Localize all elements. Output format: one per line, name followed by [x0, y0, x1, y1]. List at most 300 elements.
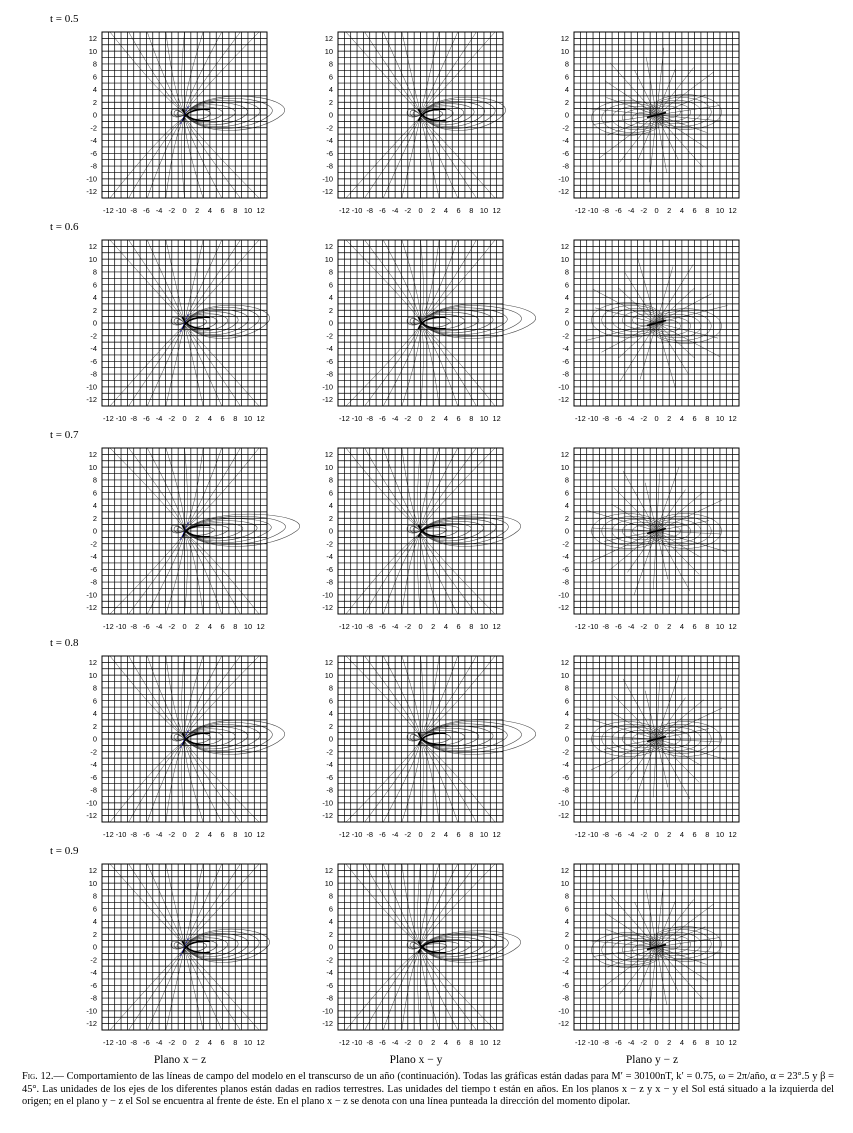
x-tick-label: 0 [182, 414, 187, 423]
y-tick-label: 0 [92, 110, 97, 120]
x-tick-label: 6 [220, 414, 225, 423]
x-tick-label: 8 [469, 414, 474, 423]
time-label: t = 0.5 [50, 13, 79, 25]
x-tick-label: 10 [243, 830, 253, 839]
x-tick-label: -8 [366, 622, 374, 631]
y-tick-label: 4 [564, 917, 569, 927]
y-tick-label: 10 [560, 670, 569, 680]
x-tick-label: 12 [256, 414, 265, 423]
y-tick-label: 6 [564, 904, 569, 914]
x-tick-label: -4 [391, 414, 399, 423]
y-tick-label: -2 [90, 539, 97, 549]
x-tick-label: 0 [654, 830, 659, 839]
y-tick-label: 10 [88, 254, 97, 264]
x-tick-label: 12 [256, 830, 265, 839]
y-tick-label: 10 [324, 46, 333, 56]
x-tick-label: 2 [431, 206, 436, 215]
x-tick-label: 8 [705, 206, 710, 215]
x-tick-label: -6 [143, 206, 150, 215]
field-panel [322, 240, 535, 423]
panel-grid [338, 864, 503, 1030]
y-tick-label: 2 [92, 721, 97, 731]
x-tick-label: 8 [469, 830, 474, 839]
x-tick-label: 8 [705, 414, 710, 423]
x-tick-label: -12 [103, 830, 114, 839]
y-tick-label: 6 [92, 904, 97, 914]
x-tick-label: -8 [366, 1038, 374, 1047]
x-tick-label: 8 [233, 622, 238, 631]
y-tick-label: -12 [86, 811, 97, 821]
y-tick-label: 2 [564, 929, 569, 939]
x-tick-label: 10 [479, 830, 489, 839]
y-tick-label: 4 [328, 293, 333, 303]
x-tick-label: -6 [615, 1038, 622, 1047]
y-tick-label: -4 [326, 760, 333, 770]
x-tick-label: -10 [587, 622, 599, 631]
y-tick-label: -4 [90, 760, 97, 770]
y-tick-label: 12 [324, 33, 333, 43]
y-tick-label: 2 [564, 721, 569, 731]
y-tick-label: -6 [90, 356, 97, 366]
y-tick-label: 10 [88, 878, 97, 888]
y-tick-label: 0 [92, 526, 97, 536]
y-tick-label: -12 [322, 811, 333, 821]
x-tick-label: 2 [667, 206, 672, 215]
y-tick-label: -4 [562, 552, 569, 562]
x-tick-label: 12 [492, 1038, 501, 1047]
y-tick-label: 4 [328, 917, 333, 927]
x-tick-label: -10 [587, 1038, 599, 1047]
x-tick-label: 0 [418, 830, 423, 839]
x-tick-label: 0 [418, 414, 423, 423]
y-tick-label: 10 [324, 254, 333, 264]
y-tick-label: 12 [324, 865, 333, 875]
y-tick-label: -10 [322, 382, 333, 392]
x-tick-label: 0 [182, 830, 187, 839]
x-tick-label: 6 [456, 622, 461, 631]
y-tick-label: -10 [322, 798, 333, 808]
y-tick-label: -10 [558, 798, 569, 808]
x-tick-label: 12 [256, 206, 265, 215]
y-tick-label: -10 [558, 174, 569, 184]
x-tick-label: -12 [339, 206, 350, 215]
y-tick-label: 12 [560, 865, 569, 875]
x-tick-label: 10 [715, 206, 725, 215]
x-tick-label: -4 [155, 830, 163, 839]
x-tick-label: 4 [443, 414, 448, 423]
y-tick-label: -8 [90, 785, 97, 795]
x-tick-label: -8 [366, 414, 374, 423]
y-tick-label: 12 [324, 657, 333, 667]
x-tick-label: -4 [155, 622, 163, 631]
x-tick-label: 0 [418, 1038, 423, 1047]
y-tick-label: 6 [92, 72, 97, 82]
x-tick-label: -4 [155, 414, 163, 423]
y-tick-label: 12 [324, 449, 333, 459]
y-tick-label: -4 [562, 968, 569, 978]
y-tick-label: 4 [328, 501, 333, 511]
x-tick-label: 4 [443, 622, 448, 631]
time-label: t = 0.6 [50, 221, 79, 233]
y-tick-label: -10 [558, 382, 569, 392]
x-tick-label: -6 [143, 830, 150, 839]
y-tick-label: 8 [564, 59, 569, 69]
field-panel [558, 32, 739, 215]
x-tick-label: -8 [602, 206, 610, 215]
x-tick-label: 0 [418, 622, 423, 631]
x-tick-label: -8 [366, 830, 374, 839]
x-tick-label: -2 [404, 414, 412, 423]
y-tick-label: 4 [92, 709, 97, 719]
y-tick-label: 8 [328, 891, 333, 901]
x-tick-label: -2 [640, 206, 648, 215]
x-tick-label: -8 [602, 622, 610, 631]
y-tick-label: -12 [558, 1019, 569, 1029]
x-tick-label: -4 [155, 206, 163, 215]
x-tick-label: -12 [339, 414, 350, 423]
y-tick-label: -12 [558, 395, 569, 405]
x-tick-label: -12 [575, 622, 586, 631]
y-tick-label: 12 [560, 241, 569, 251]
x-tick-label: 10 [715, 1038, 725, 1047]
x-tick-label: 2 [431, 414, 436, 423]
x-tick-label: 4 [207, 1038, 212, 1047]
x-tick-label: -12 [339, 622, 350, 631]
x-tick-label: -10 [587, 414, 599, 423]
y-tick-label: -2 [326, 747, 333, 757]
x-tick-label: 0 [654, 1038, 659, 1047]
x-tick-label: 4 [679, 622, 684, 631]
x-tick-label: -6 [143, 1038, 150, 1047]
y-tick-label: -10 [558, 1006, 569, 1016]
y-tick-label: 8 [328, 267, 333, 277]
y-tick-label: 2 [328, 513, 333, 523]
y-tick-label: 6 [328, 904, 333, 914]
y-tick-label: -12 [322, 395, 333, 405]
x-tick-label: 2 [431, 1038, 436, 1047]
y-tick-label: 6 [92, 280, 97, 290]
x-tick-label: 10 [715, 622, 725, 631]
y-tick-label: 6 [564, 488, 569, 498]
x-tick-label: 2 [667, 830, 672, 839]
x-tick-label: 4 [207, 830, 212, 839]
y-tick-label: 10 [324, 670, 333, 680]
y-tick-label: 8 [564, 683, 569, 693]
x-tick-label: -2 [640, 830, 648, 839]
y-tick-label: -6 [562, 772, 569, 782]
y-tick-label: 0 [564, 110, 569, 120]
x-tick-label: -10 [351, 1038, 363, 1047]
x-tick-label: 10 [243, 1038, 253, 1047]
y-tick-label: -6 [326, 772, 333, 782]
x-tick-label: 6 [456, 206, 461, 215]
y-tick-label: -8 [562, 993, 569, 1003]
x-tick-label: 12 [728, 414, 737, 423]
y-tick-label: -10 [86, 590, 97, 600]
x-tick-label: -2 [640, 414, 648, 423]
y-tick-label: 8 [328, 683, 333, 693]
y-tick-label: 10 [324, 462, 333, 472]
field-panel [558, 656, 739, 839]
x-tick-label: -6 [143, 414, 150, 423]
x-tick-label: -2 [168, 830, 176, 839]
y-tick-label: 8 [564, 475, 569, 485]
y-tick-label: -6 [562, 980, 569, 990]
y-tick-label: 0 [328, 110, 333, 120]
x-tick-label: -8 [130, 414, 138, 423]
y-tick-label: 8 [92, 683, 97, 693]
panel-grid [338, 656, 503, 822]
y-tick-label: 8 [92, 475, 97, 485]
y-tick-label: 12 [560, 449, 569, 459]
field-panel [322, 32, 505, 215]
y-tick-label: -12 [322, 1019, 333, 1029]
x-tick-label: 0 [418, 206, 423, 215]
x-tick-label: 4 [207, 622, 212, 631]
x-tick-label: 2 [195, 1038, 200, 1047]
y-tick-label: 4 [328, 85, 333, 95]
x-tick-label: 2 [431, 622, 436, 631]
x-tick-label: -10 [115, 414, 127, 423]
x-tick-label: 10 [243, 414, 253, 423]
x-tick-label: 0 [654, 622, 659, 631]
x-tick-label: -12 [103, 414, 114, 423]
x-tick-label: 4 [443, 1038, 448, 1047]
x-tick-label: 8 [469, 622, 474, 631]
y-tick-label: 6 [564, 280, 569, 290]
panel-grid [338, 240, 503, 406]
x-tick-label: 0 [654, 206, 659, 215]
x-tick-label: -6 [379, 830, 386, 839]
x-tick-label: 8 [233, 1038, 238, 1047]
y-tick-label: -8 [562, 577, 569, 587]
x-tick-label: -8 [130, 206, 138, 215]
y-tick-label: -10 [86, 382, 97, 392]
y-tick-label: -10 [86, 798, 97, 808]
y-tick-label: -8 [326, 577, 333, 587]
x-tick-label: 12 [728, 622, 737, 631]
y-tick-label: 12 [88, 449, 97, 459]
y-tick-label: -6 [90, 980, 97, 990]
y-tick-label: -8 [562, 369, 569, 379]
x-tick-label: -8 [130, 830, 138, 839]
x-tick-label: 2 [195, 830, 200, 839]
x-tick-label: -2 [404, 1038, 412, 1047]
y-tick-label: 0 [328, 942, 333, 952]
x-tick-label: -6 [615, 622, 622, 631]
y-tick-label: 6 [328, 696, 333, 706]
field-panel [86, 864, 269, 1047]
y-tick-label: 2 [564, 97, 569, 107]
x-tick-label: 12 [256, 1038, 265, 1047]
y-tick-label: -12 [86, 187, 97, 197]
y-tick-label: -4 [326, 968, 333, 978]
x-tick-label: -6 [379, 622, 386, 631]
x-tick-label: -4 [391, 622, 399, 631]
y-tick-label: 6 [328, 488, 333, 498]
x-tick-label: 8 [469, 1038, 474, 1047]
y-tick-label: -4 [326, 136, 333, 146]
y-tick-label: -6 [562, 564, 569, 574]
y-tick-label: 2 [328, 97, 333, 107]
x-tick-label: -10 [115, 206, 127, 215]
x-tick-label: -10 [115, 1038, 127, 1047]
y-tick-label: -2 [562, 955, 569, 965]
x-tick-label: 6 [456, 830, 461, 839]
y-tick-label: -4 [562, 760, 569, 770]
y-tick-label: -6 [90, 148, 97, 158]
y-tick-label: 8 [92, 267, 97, 277]
y-tick-label: -6 [326, 148, 333, 158]
y-tick-label: 8 [92, 59, 97, 69]
y-tick-label: 0 [92, 942, 97, 952]
y-tick-label: 12 [560, 33, 569, 43]
x-tick-label: -6 [615, 414, 622, 423]
y-tick-label: 0 [564, 318, 569, 328]
x-tick-label: -8 [602, 1038, 610, 1047]
y-tick-label: 4 [92, 917, 97, 927]
y-tick-label: -4 [326, 552, 333, 562]
y-tick-label: 4 [564, 501, 569, 511]
y-tick-label: 4 [92, 293, 97, 303]
field-panel [558, 240, 739, 423]
y-tick-label: -4 [562, 344, 569, 354]
x-tick-label: -2 [404, 622, 412, 631]
x-tick-label: -2 [168, 206, 176, 215]
field-panel [86, 240, 269, 423]
y-tick-label: 6 [328, 280, 333, 290]
y-tick-label: -4 [90, 552, 97, 562]
y-tick-label: 0 [564, 942, 569, 952]
x-tick-label: -4 [627, 414, 635, 423]
field-panel [322, 656, 535, 839]
y-tick-label: -6 [326, 564, 333, 574]
time-label: t = 0.7 [50, 429, 79, 441]
panel-grid [102, 240, 267, 406]
x-tick-label: -12 [103, 206, 114, 215]
y-tick-label: 4 [92, 85, 97, 95]
y-tick-label: 10 [560, 462, 569, 472]
panel-grid [338, 448, 503, 614]
panel-grid [574, 448, 739, 614]
caption-text: Comportamiento de las líneas de campo del modelo en el transcurso de un año (continuación). Todas las gráficas están dadas para M′ = 30100nT, k′ = 0.75, ω = 2π/año, α = 23°.5 y β = 45°. Las unidades de los ejes de los diferentes planos están dadas en radios terrestres. Las unidades del tiempo t están en años. En los planos x − z y x − y el Sol está situado a la izquierda del origen; en el plano y − z el Sol se encuentra al frente de éste. En el plano x − z se denota con una línea punteada la dirección del momento dipolar. [22, 1071, 834, 1108]
x-tick-label: -8 [366, 206, 374, 215]
y-tick-label: 10 [560, 254, 569, 264]
field-panel [86, 656, 284, 839]
x-tick-label: -6 [379, 1038, 386, 1047]
y-tick-label: 6 [92, 488, 97, 498]
x-tick-label: -12 [575, 830, 586, 839]
x-tick-label: -12 [575, 206, 586, 215]
x-tick-label: 10 [243, 206, 253, 215]
y-tick-label: 10 [88, 46, 97, 56]
x-tick-label: 8 [705, 622, 710, 631]
x-tick-label: -4 [627, 206, 635, 215]
panel-grid [574, 240, 739, 406]
plane-label: Plano x − z [153, 1054, 207, 1066]
y-tick-label: -4 [562, 136, 569, 146]
y-tick-label: 0 [328, 734, 333, 744]
y-tick-label: 0 [564, 526, 569, 536]
x-tick-label: 6 [456, 414, 461, 423]
x-tick-label: -4 [391, 830, 399, 839]
y-tick-label: 2 [92, 305, 97, 315]
y-tick-label: 2 [328, 721, 333, 731]
x-tick-label: 8 [705, 830, 710, 839]
x-tick-label: -6 [379, 206, 386, 215]
panel-grid [102, 656, 267, 822]
x-tick-label: -10 [115, 622, 127, 631]
x-tick-label: 4 [443, 830, 448, 839]
y-tick-label: -8 [90, 369, 97, 379]
y-tick-label: -2 [326, 539, 333, 549]
x-tick-label: -6 [143, 622, 150, 631]
x-tick-label: -6 [615, 830, 622, 839]
x-tick-label: 12 [492, 830, 501, 839]
x-tick-label: 0 [182, 206, 187, 215]
y-tick-label: -12 [558, 603, 569, 613]
y-tick-label: 12 [560, 657, 569, 667]
x-tick-label: -6 [615, 206, 622, 215]
x-tick-label: -10 [351, 414, 363, 423]
y-tick-label: 12 [88, 33, 97, 43]
x-tick-label: 6 [220, 1038, 225, 1047]
y-tick-label: 4 [564, 85, 569, 95]
x-tick-label: -12 [339, 830, 350, 839]
x-tick-label: 6 [220, 830, 225, 839]
y-tick-label: 8 [564, 267, 569, 277]
field-panel [322, 864, 520, 1047]
y-tick-label: 12 [88, 241, 97, 251]
y-tick-label: 0 [92, 318, 97, 328]
y-tick-label: -8 [326, 785, 333, 795]
y-tick-label: -12 [322, 603, 333, 613]
y-tick-label: 0 [328, 318, 333, 328]
y-tick-label: -6 [326, 980, 333, 990]
y-tick-label: -10 [558, 590, 569, 600]
field-panel [86, 448, 299, 631]
y-tick-label: -6 [562, 356, 569, 366]
y-tick-label: -6 [90, 564, 97, 574]
figure-caption [22, 1071, 834, 1109]
x-tick-label: -2 [640, 622, 648, 631]
panel-grid [102, 448, 267, 614]
y-tick-label: -12 [558, 811, 569, 821]
y-tick-label: -2 [326, 955, 333, 965]
y-tick-label: -4 [326, 344, 333, 354]
y-tick-label: -2 [326, 123, 333, 133]
x-tick-label: -2 [404, 206, 412, 215]
x-tick-label: 2 [195, 622, 200, 631]
y-tick-label: -8 [90, 993, 97, 1003]
y-tick-label: -2 [562, 747, 569, 757]
x-tick-label: 8 [233, 414, 238, 423]
y-tick-label: 2 [564, 513, 569, 523]
x-tick-label: 12 [256, 622, 265, 631]
y-tick-label: -2 [90, 123, 97, 133]
x-tick-label: -8 [130, 622, 138, 631]
y-tick-label: -12 [322, 187, 333, 197]
x-tick-label: 10 [479, 1038, 489, 1047]
y-tick-label: -2 [326, 331, 333, 341]
x-tick-label: 8 [705, 1038, 710, 1047]
x-tick-label: -12 [103, 1038, 114, 1047]
x-tick-label: 12 [728, 830, 737, 839]
x-tick-label: 6 [220, 622, 225, 631]
x-tick-label: -10 [587, 206, 599, 215]
y-tick-label: 0 [564, 734, 569, 744]
y-tick-label: 10 [324, 878, 333, 888]
